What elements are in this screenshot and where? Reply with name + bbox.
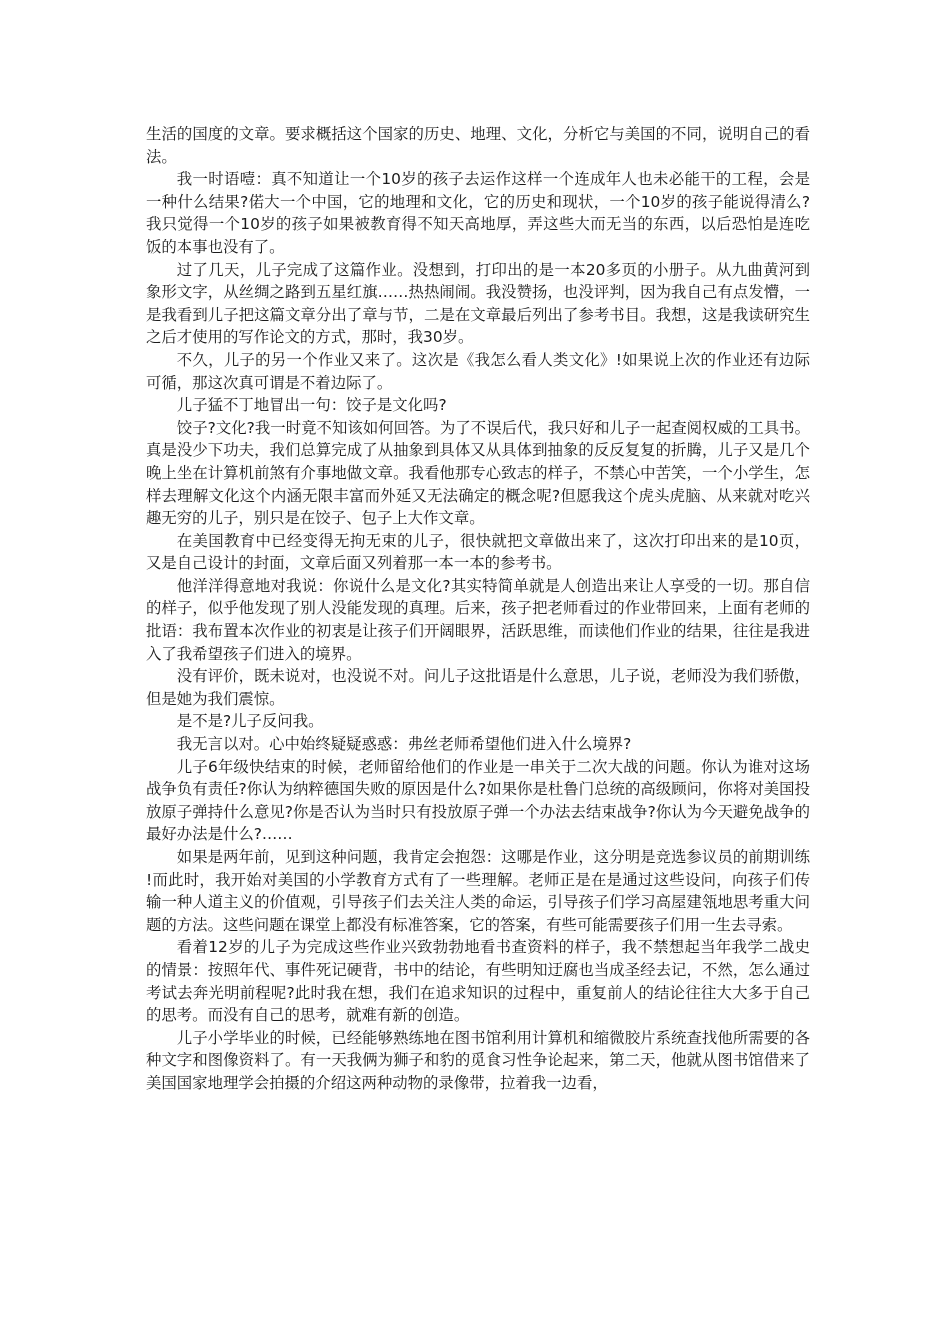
paragraph: 饺子?文化?我一时竟不知该如何回答。为了不误后代，我只好和儿子一起查阅权威的工具书。真是没少下功夫，我们总算完成了从抽象到具体又从具体到抽象的反反复复的折腾，儿子又是几个晚上坐在计算机前煞有介事地做文章。我看他那专心致志的样子，不禁心中苦笑，一个小学生，怎样去理解文化这个内涵无限丰富而外延又无法确定的概念呢?但愿我这个虎头虎脑、从来就对吃兴趣无穷的儿子，别只是在饺子、包子上大作文章。 (146, 418, 810, 528)
paragraph: 儿子小学毕业的时候，已经能够熟练地在图书馆利用计算机和缩微胶片系统查找他所需要的各种文字和图像资料了。有一天我俩为狮子和豹的觅食习性争论起来，第二天，他就从图书馆借来了美国国家地理学会拍摄的介绍这两种动物的录像带，拉着我一边看， (146, 1028, 810, 1092)
paragraph: 是不是?儿子反问我。 (176, 712, 324, 731)
paragraph: 儿子猛不丁地冒出一句：饺子是文化吗? (176, 396, 447, 415)
paragraph: 我无言以对。心中始终疑疑惑惑：弗丝老师希望他们进入什么境界? (176, 735, 632, 754)
paragraph: 儿子6年级快结束的时候，老师留给他们的作业是一串关于二次大战的问题。你认为谁对这场战争负有责任?你认为纳粹德国失败的原因是什么?如果你是杜鲁门总统的高级顾问，你将对美国投放原子弹持什么意见?你是否认为当时只有投放原子弹一个办法去结束战争?你认为今天避免战争的最好办法是什么?…… (146, 757, 810, 844)
paragraph: 他洋洋得意地对我说：你说什么是文化?其实特简单就是人创造出来让人享受的一切。那自信的样子，似乎他发现了别人没能发现的真理。后来，孩子把老师看过的作业带回来，上面有老师的批语：我布置本次作业的初衷是让孩子们开阔眼界，活跃思维，而读他们作业的结果，往往是我进入了我希望孩子们进入的境界。 (146, 576, 810, 663)
paragraph: 我一时语噎：真不知道让一个10岁的孩子去运作这样一个连成年人也未必能干的工程，会是一种什么结果?偌大一个中国，它的地理和文化，它的历史和现状，一个10岁的孩子能说得清么?我只觉得一个10岁的孩子如果被教育得不知天高地厚，弄这些大而无当的东西，以后恐怕是连吃饭的本事也没有了。 (146, 170, 810, 256)
document-body (146, 123, 810, 1095)
paragraph-continuation: 生活的国度的文章。要求概括这个国家的历史、地理、文化，分析它与美国的不同，说明自己的看法。 (146, 125, 810, 166)
paragraph: 没有评价，既未说对，也没说不对。问儿子这批语是什么意思，儿子说，老师没为我们骄傲，但是她为我们震惊。 (146, 667, 810, 708)
paragraph: 不久，儿子的另一个作业又来了。这次是《我怎么看人类文化》!如果说上次的作业还有边际可循，那这次真可谓是不着边际了。 (146, 350, 810, 392)
paragraph: 看着12岁的儿子为完成这些作业兴致勃勃地看书查资料的样子，我不禁想起当年我学二战史的情景：按照年代、事件死记硬背，书中的结论，有些明知迂腐也当成圣经去记，不然，怎么通过考试去奔光明前程呢?此时我在想，我们在追求知识的过程中，重复前人的结论往往大大多于自己的思考。而没有自己的思考，就难有新的创造。 (146, 938, 810, 1025)
paragraph: 如果是两年前，见到这种问题，我肯定会抱怨：这哪是作业，这分明是竞选参议员的前期训练!而此时，我开始对美国的小学教育方式有了一些理解。老师正是在是通过这些设问，向孩子们传输一种人道主义的价值观，引导孩子们去关注人类的命运，引导孩子们学习高屋建瓴地思考重大问题的方法。这些问题在课堂上都没有标准答案，它的答案，有些可能需要孩子们用一生去寻索。 (146, 848, 810, 934)
paragraph: 在美国教育中已经变得无拘无束的儿子，很快就把文章做出来了，这次打印出来的是10页，又是自己设计的封面，文章后面又列着那一本一本的参考书。 (146, 531, 810, 573)
paragraph: 过了几天，儿子完成了这篇作业。没想到，打印出的是一本20多页的小册子。从九曲黄河到象形文字，从丝绸之路到五星红旗……热热闹闹。我没赞扬，也没评判，因为我自己有点发懵，一是我看到儿子把这篇文章分出了章与节，二是在文章最后列出了参考书目。我想，这是我读研究生之后才使用的写作论文的方式，那时，我30岁。 (146, 260, 810, 347)
